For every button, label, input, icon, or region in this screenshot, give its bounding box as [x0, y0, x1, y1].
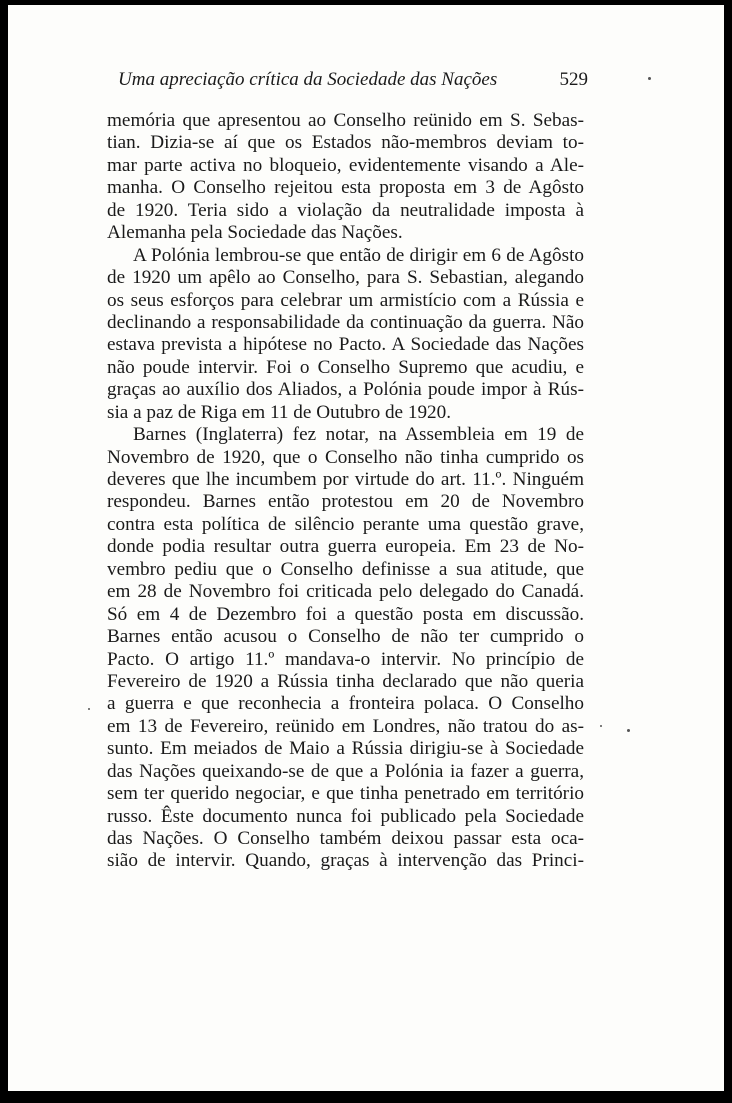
- text-line: os seus esforços para celebrar um armistício com a Rússia e: [107, 289, 584, 311]
- running-header: [118, 69, 588, 95]
- text-line: das Nações. O Conselho também deixou passar esta oca-: [107, 828, 584, 849]
- text-line: mar parte activa no bloqueio, evidentemente visando a Ale-: [107, 154, 584, 176]
- text-line: de 1920. Teria sido a violação da neutralidade imposta à: [107, 199, 584, 221]
- text-line: declinando a responsabilidade da continuação da guerra. Não: [107, 311, 584, 333]
- text-line: em 28 de Novembro foi criticada pelo delegado do Canadá.: [107, 581, 584, 603]
- text-line: sunto. Em meiados de Maio a Rússia dirigiu-se à Sociedade: [107, 738, 584, 760]
- running-title: Uma apreciação crítica da Sociedade das Nações: [118, 69, 498, 90]
- text-line: tian. Dizia-se aí que os Estados não-membros deviam to-: [107, 132, 584, 154]
- paragraph: [107, 424, 584, 873]
- text-line: estava prevista a hipótese no Pacto. A Sociedade das Nações: [107, 334, 584, 356]
- paragraph: [107, 110, 584, 245]
- text-line: das Nações queixando-se de que a Polónia ia fazer a guerra,: [107, 760, 584, 782]
- text-line: Só em 4 de Dezembro foi a questão posta em discussão.: [107, 603, 584, 625]
- text-line: respondeu. Barnes então protestou em 20 de Novembro: [107, 491, 584, 513]
- text-line: russo. Êste documento nunca foi publicado pela Sociedade: [107, 805, 584, 827]
- page-number: 529: [559, 69, 588, 90]
- text-line: sia a paz de Riga em 11 de Outubro de 1920.: [107, 401, 452, 423]
- text-line: manha. O Conselho rejeitou esta proposta em 3 de Agôsto: [107, 177, 584, 199]
- book-page: [8, 5, 724, 1091]
- text-line: graças ao auxílio dos Aliados, a Polónia poude impor à Rús-: [107, 379, 584, 401]
- text-line: Novembro de 1920, que o Conselho não tinha cumprido os: [107, 446, 584, 468]
- body-text: [107, 110, 584, 873]
- text-line: a guerra e que reconhecia a fronteira polaca. O Conselho: [107, 693, 584, 715]
- text-line: Pacto. O artigo 11.º mandava-o intervir. No princípio de: [107, 648, 584, 670]
- text-line: Barnes então acusou o Conselho de não ter cumprido o: [107, 626, 584, 648]
- stray-mark: [648, 77, 651, 80]
- text-line: de 1920 um apêlo ao Conselho, para S. Sebastian, alegando: [107, 267, 584, 289]
- text-line: donde podia resultar outra guerra europeia. Em 23 de No-: [107, 536, 584, 558]
- text-line: Alemanha pela Sociedade das Nações.: [107, 222, 403, 244]
- text-line: Fevereiro de 1920 a Rússia tinha declarado que não queria: [107, 670, 584, 692]
- text-line: sião de intervir. Quando, graças à intervenção das Princi-: [107, 850, 584, 872]
- text-line: em 13 de Fevereiro, reünido em Londres, não tratou do as-: [107, 715, 584, 737]
- paragraph: [107, 245, 584, 425]
- text-line: A Polónia lembrou-se que então de dirigir em 6 de Agôsto: [133, 244, 584, 266]
- text-line: não poude intervir. Foi o Conselho Supremo que acudiu, e: [107, 356, 584, 378]
- stray-mark: [600, 725, 602, 727]
- text-line: sem ter querido negociar, e que tinha penetrado em território: [107, 783, 584, 805]
- stray-mark: [88, 708, 90, 710]
- text-line: memória que apresentou ao Conselho reünido em S. Sebas-: [107, 110, 584, 131]
- text-line: vembro pediu que o Conselho definisse a sua atitude, que: [107, 558, 584, 580]
- stray-mark: [627, 729, 630, 732]
- text-line: deveres que lhe incumbem por virtude do art. 11.º. Ninguém: [107, 469, 584, 490]
- text-line: Barnes (Inglaterra) fez notar, na Assembleia em 19 de: [133, 424, 584, 446]
- text-line: contra esta política de silêncio perante uma questão grave,: [107, 513, 584, 535]
